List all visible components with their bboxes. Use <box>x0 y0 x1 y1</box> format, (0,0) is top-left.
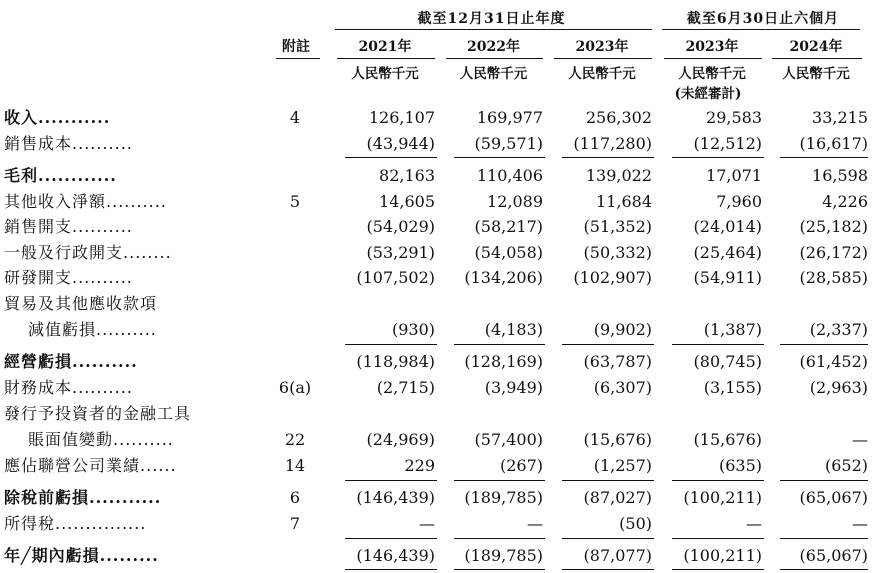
cell-2023-interim: (24,014) <box>693 217 762 236</box>
row-label: 賬面值變動.......... <box>28 430 174 449</box>
cell-2021: (24,969) <box>366 430 435 449</box>
cell-2021: — <box>419 514 435 533</box>
cell-2021: (54,029) <box>366 217 435 236</box>
cell-2024-interim: (25,182) <box>799 217 868 236</box>
cell-2023-interim: (100,211) <box>683 546 762 565</box>
row-note: 6(a) <box>278 378 312 397</box>
row-label: 除稅前虧損........... <box>4 488 162 507</box>
cell-2023: (9,902) <box>593 320 652 339</box>
table-row-income-tax <box>0 511 876 537</box>
row-note: 14 <box>284 456 306 475</box>
row-label: 一般及行政開支........ <box>4 243 172 262</box>
cell-2024-interim: 4,226 <box>822 192 868 211</box>
cell-2024-interim: 33,215 <box>812 108 868 127</box>
note-column-header: 附註 <box>282 39 310 55</box>
row-label: 所得稅............... <box>4 514 147 533</box>
table-row-revenue <box>0 105 876 131</box>
cell-2023: (50,332) <box>583 243 652 262</box>
column-header-rule-2021 <box>337 58 435 59</box>
row-label: 其他收入淨額.......... <box>4 192 167 211</box>
subtotal-rule-2022 <box>454 344 545 345</box>
unaudited-label: (未經審計) <box>674 86 742 102</box>
group-header-interim: 截至6月30日止六個月 <box>686 11 840 27</box>
cell-2024-interim: (26,172) <box>799 243 868 262</box>
table-row-admin-expenses <box>0 240 876 266</box>
cell-2022: (59,571) <box>474 134 543 153</box>
column-header-2021: 2021年 <box>358 39 412 55</box>
table-row-operating-loss <box>0 349 876 375</box>
row-note: 5 <box>289 192 301 211</box>
cell-2023-interim: (1,387) <box>703 320 762 339</box>
row-label: 銷售成本.......... <box>4 134 133 153</box>
group-rule-annual <box>335 29 652 30</box>
cell-2023-interim: — <box>746 514 762 533</box>
row-label: 經營虧損.......... <box>4 352 138 371</box>
cell-2021: (146,439) <box>356 546 435 565</box>
row-label: 收入........... <box>4 108 111 127</box>
row-note: 6 <box>289 488 301 507</box>
cell-2021: (930) <box>391 320 435 339</box>
total-rule-2023 <box>562 569 654 570</box>
table-row-loss-before-tax <box>0 485 876 511</box>
subtotal-rule-2021 <box>345 480 437 481</box>
row-label: 毛利............ <box>4 166 117 185</box>
row-note: 4 <box>289 108 301 127</box>
cell-2023-interim: (25,464) <box>693 243 762 262</box>
cell-2023: 11,684 <box>596 192 652 211</box>
row-label: 貿易及其他應收款項 <box>4 294 158 313</box>
table-row-share-of-associates <box>0 453 876 479</box>
cell-2024-interim: 16,598 <box>812 166 868 185</box>
cell-2023: (117,280) <box>573 134 652 153</box>
cell-2023: 256,302 <box>585 108 652 127</box>
cell-2024-interim: (65,067) <box>799 488 868 507</box>
cell-2023: (102,907) <box>573 268 652 287</box>
table-row-selling-expenses <box>0 214 876 240</box>
cell-2024-interim: (65,067) <box>799 546 868 565</box>
unit-label-2024-interim: 人民幣千元 <box>782 66 850 82</box>
cell-2022: 110,406 <box>476 166 543 185</box>
cell-2024-interim: (61,452) <box>799 352 868 371</box>
subtotal-rule-2023 <box>562 538 654 539</box>
table-row-finance-costs <box>0 375 876 401</box>
column-header-2023-interim: 2023年 <box>685 39 739 55</box>
unit-label-2023: 人民幣千元 <box>568 66 636 82</box>
note-header-rule <box>276 58 320 59</box>
table-row-impairment-loss <box>0 317 876 343</box>
cell-2023-interim: 17,071 <box>706 166 762 185</box>
cell-2021: 229 <box>404 456 435 475</box>
cell-2023-interim: (635) <box>718 456 762 475</box>
cell-2023-interim: (15,676) <box>693 430 762 449</box>
subtotal-rule-2021 <box>345 538 437 539</box>
subtotal-rule-2022 <box>454 480 545 481</box>
cell-2023: (50) <box>619 514 652 533</box>
cell-2023: (87,027) <box>583 488 652 507</box>
subtotal-rule-2024-interim <box>780 344 868 345</box>
subtotal-rule-2022 <box>454 538 545 539</box>
cell-2024-interim: (16,617) <box>799 134 868 153</box>
row-label: 應佔聯營公司業績...... <box>4 456 177 475</box>
table-row-instruments-heading <box>0 401 876 427</box>
cell-2022: (189,785) <box>464 546 543 565</box>
row-label: 年╱期內虧損......... <box>4 546 159 565</box>
column-header-2023: 2023年 <box>575 39 629 55</box>
subtotal-rule-2023-interim <box>672 157 764 158</box>
total-rule-2022 <box>454 569 545 570</box>
subtotal-rule-2023-interim <box>672 538 764 539</box>
column-header-rule-2023-interim <box>664 58 762 59</box>
cell-2022: (134,206) <box>464 268 543 287</box>
unit-label-2023-interim: 人民幣千元 <box>678 66 746 82</box>
cell-2023-interim: 7,960 <box>716 192 762 211</box>
cell-2024-interim: (28,585) <box>799 268 868 287</box>
row-label: 研發開支.......... <box>4 268 133 287</box>
cell-2022: (57,400) <box>474 430 543 449</box>
cell-2023-interim: (80,745) <box>693 352 762 371</box>
table-row-loss-for-period <box>0 543 876 569</box>
cell-2021: (53,291) <box>366 243 435 262</box>
cell-2023: (63,787) <box>583 352 652 371</box>
cell-2021: (43,944) <box>366 134 435 153</box>
column-header-2024-interim: 2024年 <box>789 39 843 55</box>
cell-2024-interim: — <box>852 430 868 449</box>
table-row-rd-expenses <box>0 265 876 291</box>
unit-label-2021: 人民幣千元 <box>351 66 419 82</box>
subtotal-rule-2023 <box>562 157 654 158</box>
cell-2023-interim: (12,512) <box>693 134 762 153</box>
cell-2022: (3,949) <box>484 378 543 397</box>
subtotal-rule-2022 <box>454 157 545 158</box>
cell-2022: — <box>527 514 543 533</box>
cell-2023: (6,307) <box>593 378 652 397</box>
subtotal-rule-2023-interim <box>672 480 764 481</box>
table-row-other-income <box>0 189 876 215</box>
cell-2022: (189,785) <box>464 488 543 507</box>
total-rule-2024-interim <box>780 569 868 570</box>
row-note: 7 <box>289 514 301 533</box>
unit-label-2022: 人民幣千元 <box>459 66 528 82</box>
cell-2022: (58,217) <box>474 217 543 236</box>
table-row-cost-of-sales <box>0 131 876 157</box>
table-row-receivables-heading <box>0 291 876 317</box>
subtotal-rule-2021 <box>345 157 437 158</box>
group-header-annual: 截至12月31日止年度 <box>417 11 566 27</box>
cell-2022: (128,169) <box>464 352 543 371</box>
row-label: 發行予投資者的金融工具 <box>4 404 192 423</box>
cell-2023-interim: 29,583 <box>706 108 762 127</box>
cell-2023-interim: (54,911) <box>693 268 762 287</box>
subtotal-rule-2023 <box>562 344 654 345</box>
cell-2022: (267) <box>499 456 543 475</box>
subtotal-rule-2024-interim <box>780 157 868 158</box>
row-label: 銷售開支.......... <box>4 217 133 236</box>
cell-2023: 139,022 <box>585 166 652 185</box>
cell-2022: (54,058) <box>474 243 543 262</box>
cell-2023: (1,257) <box>593 456 652 475</box>
column-header-2022: 2022年 <box>467 39 520 55</box>
cell-2023-interim: (3,155) <box>703 378 762 397</box>
cell-2024-interim: (2,337) <box>809 320 868 339</box>
cell-2021: 82,163 <box>379 166 435 185</box>
table-row-carrying-amount-change <box>0 427 876 453</box>
subtotal-rule-2024-interim <box>780 538 868 539</box>
subtotal-rule-2024-interim <box>780 480 868 481</box>
cell-2024-interim: (652) <box>824 456 868 475</box>
row-note: 22 <box>284 430 306 449</box>
cell-2021: (2,715) <box>376 378 435 397</box>
column-header-rule-2024-interim <box>772 58 862 59</box>
cell-2024-interim: — <box>852 514 868 533</box>
group-rule-interim <box>662 29 860 30</box>
total-rule-2021 <box>345 569 437 570</box>
column-header-rule-2022 <box>446 58 543 59</box>
cell-2023: (51,352) <box>583 217 652 236</box>
cell-2022: 169,977 <box>476 108 543 127</box>
subtotal-rule-2023-interim <box>672 344 764 345</box>
cell-2021: (107,502) <box>356 268 435 287</box>
column-header-rule-2023 <box>554 58 652 59</box>
subtotal-rule-2021 <box>345 344 437 345</box>
table-row-gross-profit <box>0 163 876 189</box>
cell-2023-interim: (100,211) <box>683 488 762 507</box>
cell-2022: 12,089 <box>487 192 543 211</box>
cell-2021: (118,984) <box>356 352 435 371</box>
row-label: 減值虧損.......... <box>28 320 157 339</box>
row-label: 財務成本.......... <box>4 378 133 397</box>
subtotal-rule-2023 <box>562 480 654 481</box>
cell-2023: (15,676) <box>583 430 652 449</box>
total-rule-2023-interim <box>672 569 764 570</box>
cell-2024-interim: (2,963) <box>809 378 868 397</box>
cell-2021: 126,107 <box>368 108 435 127</box>
cell-2021: (146,439) <box>356 488 435 507</box>
cell-2023: (87,077) <box>583 546 652 565</box>
cell-2022: (4,183) <box>484 320 543 339</box>
cell-2021: 14,605 <box>379 192 435 211</box>
